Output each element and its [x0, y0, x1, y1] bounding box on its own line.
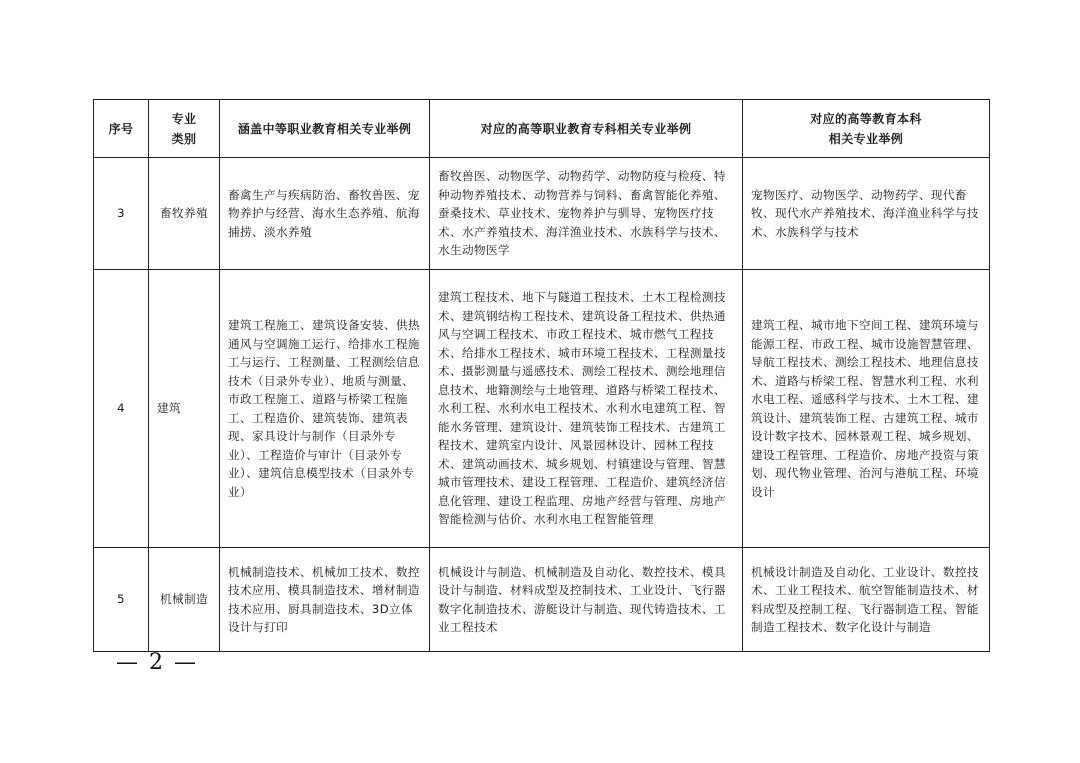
header-undergrad-line2: 相关专业举例 — [828, 131, 904, 146]
header-undergrad-line1: 对应的高等教育本科 — [810, 111, 922, 126]
row-seq: 4 — [94, 270, 149, 548]
table-row — [94, 158, 990, 270]
row-secondary: 畜禽生产与疾病防治、畜牧兽医、宠物养护与经营、海水生态养殖、航海捕捞、淡水养殖 — [220, 158, 430, 270]
row-secondary: 建筑工程施工、建筑设备安装、供热通风与空调施工运行、给排水工程施工与运行、工程测量、工程测绘信息技术（目录外专业）、地质与测量、市政工程施工、道路与桥梁工程施工、工程造价、建筑装饰、建筑表现、家具设计与制作（目录外专业）、工程造价与审计（目录外专业）、建筑信息模型技术（目录外专业） — [220, 270, 430, 548]
header-undergrad — [743, 100, 990, 158]
row-category: 畜牧养殖 — [149, 158, 220, 270]
table-row — [94, 270, 990, 548]
row-vocational: 畜牧兽医、动物医学、动物药学、动物防疫与检疫、特种动物养殖技术、动物营养与饲料、畜禽智能化养殖、蚕桑技术、草业技术、宠物养护与驯导、宠物医疗技术、水产养殖技术、海洋渔业技术、水族科学与技术、水生动物医学 — [430, 158, 743, 270]
row-seq: 5 — [94, 548, 149, 652]
header-vocational: 对应的高等职业教育专科相关专业举例 — [430, 100, 743, 158]
header-secondary: 涵盖中等职业教育相关专业举例 — [220, 100, 430, 158]
table-header-row — [94, 100, 990, 158]
table-row — [94, 548, 990, 652]
header-seq: 序号 — [94, 100, 149, 158]
majors-table — [93, 99, 990, 652]
row-category: 建筑 — [149, 270, 220, 548]
row-seq: 3 — [94, 158, 149, 270]
row-category: 机械制造 — [149, 548, 220, 652]
row-secondary: 机械制造技术、机械加工技术、数控技术应用、模具制造技术、增材制造技术应用、厨具制造技术、3D立体设计与打印 — [220, 548, 430, 652]
row-undergrad: 宠物医疗、动物医学、动物药学、现代畜牧、现代水产养殖技术、海洋渔业科学与技术、水族科学与技术 — [743, 158, 990, 270]
page-number: — 2 — — [116, 650, 198, 675]
row-undergrad: 机械设计制造及自动化、工业设计、数控技术、工业工程技术、航空智能制造技术、材料成型及控制工程、飞行器制造工程、智能制造工程技术、数字化设计与制造 — [743, 548, 990, 652]
row-vocational: 建筑工程技术、地下与隧道工程技术、土木工程检测技术、建筑钢结构工程技术、建筑设备工程技术、供热通风与空调工程技术、市政工程技术、城市燃气工程技术、给排水工程技术、城市环境工程技术、工程测量技术、摄影测量与遥感技术、测绘工程技术、测绘地理信息技术、地籍测绘与土地管理、道路与桥梁工程技术、水利工程、水利水电工程技术、水利水电建筑工程、智能水务管理、建筑设计、建筑装饰工程技术、古建筑工程技术、建筑室内设计、风景园林设计、园林工程技术、建筑动画技术、城乡规划、村镇建设与管理、智慧城市管理技术、建设工程管理、工程造价、建筑经济信息化管理、建设工程监理、房地产经营与管理、房地产智能检测与估价、水利水电工程智能管理 — [430, 270, 743, 548]
row-undergrad: 建筑工程、城市地下空间工程、建筑环境与能源工程、市政工程、城市设施智慧管理、导航工程技术、测绘工程技术、地理信息技术、道路与桥梁工程、智慧水利工程、水利水电工程、遥感科学与技术、土木工程、建筑设计、建筑装饰工程、古建筑工程、城市设计数字技术、园林景观工程、城乡规划、建设工程管理、工程造价、房地产投资与策划、现代物业管理、治河与港航工程、环境设计 — [743, 270, 990, 548]
header-category: 专业类别 — [149, 100, 220, 158]
row-vocational: 机械设计与制造、机械制造及自动化、数控技术、模具设计与制造、材料成型及控制技术、工业设计、飞行器数字化制造技术、游艇设计与制造、现代铸造技术、工业工程技术 — [430, 548, 743, 652]
